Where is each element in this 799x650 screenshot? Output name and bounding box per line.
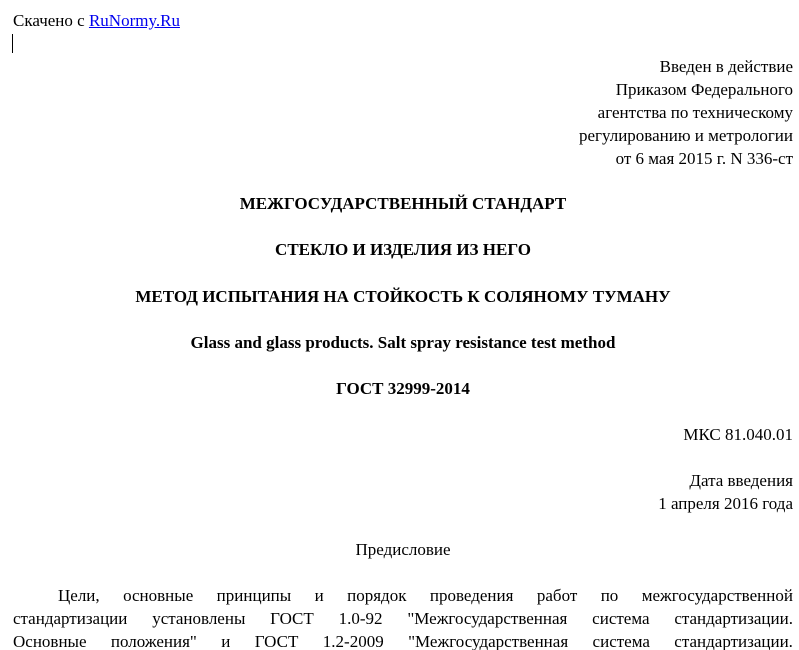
paragraph-word: "Межгосударственная <box>407 609 568 628</box>
paragraph-word: ГОСТ <box>270 609 314 628</box>
paragraph-line <box>13 630 793 650</box>
subject-heading: СТЕКЛО И ИЗДЕЛИЯ ИЗ НЕГО <box>275 240 531 259</box>
paragraph-word: установлены <box>152 609 246 628</box>
paragraph-word: Цели, <box>58 586 100 605</box>
preface-heading: Предисловие <box>355 540 451 559</box>
paragraph-word: и <box>314 586 324 605</box>
source-line <box>13 9 180 32</box>
enactment-line: Введен в действие <box>659 57 793 76</box>
source-link[interactable]: RuNormy.Ru <box>88 11 180 30</box>
paragraph-word: принципы <box>216 586 292 605</box>
text-cursor <box>12 34 13 53</box>
paragraph-word: межгосударственной <box>641 586 793 605</box>
paragraph-word: 1.2-2009 <box>322 632 384 650</box>
paragraph-word: 1.0-92 <box>338 609 383 628</box>
enactment-line: агентства по техническому <box>597 103 793 122</box>
source-prefix: Скачено с <box>13 11 85 30</box>
paragraph-word: и <box>221 632 231 650</box>
paragraph-word: Основные <box>13 632 87 650</box>
paragraph-word: по <box>600 586 619 605</box>
paragraph-word: работ <box>536 586 578 605</box>
preface-paragraph <box>13 584 793 650</box>
standard-type-heading: МЕЖГОСУДАРСТВЕННЫЙ СТАНДАРТ <box>239 194 567 213</box>
enactment-line: регулированию и метрологии <box>578 126 793 145</box>
enactment-line: Приказом Федерального <box>615 80 793 99</box>
paragraph-line <box>13 584 793 607</box>
paragraph-word: ГОСТ <box>254 632 299 650</box>
mks-code: МКС 81.040.01 <box>683 425 793 444</box>
paragraph-word: "Межгосударственная <box>408 632 569 650</box>
paragraph-word: основные <box>123 586 194 605</box>
effective-date-block <box>658 469 793 515</box>
paragraph-word: система <box>592 609 650 628</box>
enactment-block <box>579 55 793 170</box>
enactment-line: от 6 мая 2015 г. N 336-ст <box>615 149 793 168</box>
paragraph-line <box>13 607 793 630</box>
paragraph-word: стандартизации. <box>674 632 793 650</box>
standard-code: ГОСТ 32999-2014 <box>336 379 470 398</box>
effective-date-value: 1 апреля 2016 года <box>658 494 793 513</box>
paragraph-word: стандартизации. <box>674 609 793 628</box>
paragraph-word: система <box>592 632 650 650</box>
paragraph-word: положения" <box>110 632 197 650</box>
paragraph-word: проведения <box>429 586 514 605</box>
effective-date-label: Дата введения <box>689 471 793 490</box>
method-heading: МЕТОД ИСПЫТАНИЯ НА СТОЙКОСТЬ К СОЛЯНОМУ ТУМАНУ <box>135 287 671 306</box>
english-title: Glass and glass products. Salt spray resistance test method <box>190 333 616 352</box>
paragraph-word: порядок <box>347 586 407 605</box>
paragraph-word: стандартизации <box>13 609 128 628</box>
